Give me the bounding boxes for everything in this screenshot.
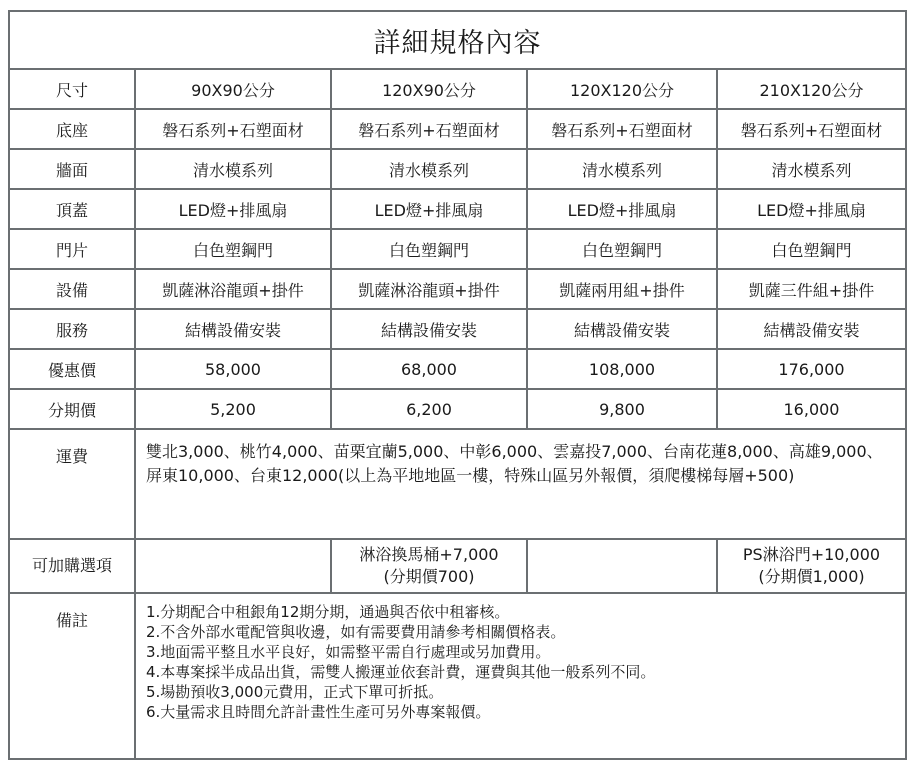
table-cell: 結構設備安裝 (527, 309, 717, 349)
table-row (9, 349, 906, 389)
row-label: 牆面 (9, 149, 135, 189)
table-cell: 58,000 (135, 349, 331, 389)
table-row (9, 189, 906, 229)
table-row (9, 389, 906, 429)
note-item: 3.地面需平整且水平良好，如需整平需自行處理或另加費用。 (146, 643, 551, 661)
spec-table (8, 10, 907, 760)
spec-table-container (8, 10, 907, 760)
table-cell: 凱薩兩用組+掛件 (527, 269, 717, 309)
table-row (9, 309, 906, 349)
note-item: 6.大量需求且時間允許計畫性生產可另外專案報價。 (146, 703, 491, 721)
row-label: 門片 (9, 229, 135, 269)
table-row (9, 109, 906, 149)
size-90x90: 90X90公分 (135, 69, 331, 109)
notes-label: 備註 (9, 593, 135, 759)
table-cell: 結構設備安裝 (717, 309, 906, 349)
table-cell: 清水模系列 (331, 149, 527, 189)
addon-door-price: PS淋浴門+10,000 (742, 545, 881, 564)
table-cell: 結構設備安裝 (135, 309, 331, 349)
addon-label: 可加購選項 (9, 539, 135, 593)
addon-toilet-price: 淋浴換馬桶+7,000 (359, 545, 499, 564)
table-cell: 68,000 (331, 349, 527, 389)
table-cell: 清水模系列 (717, 149, 906, 189)
table-cell: LED燈+排風扇 (135, 189, 331, 229)
table-cell: 16,000 (717, 389, 906, 429)
table-cell: 凱薩淋浴龍頭+掛件 (331, 269, 527, 309)
table-row (9, 229, 906, 269)
table-cell: 白色塑鋼門 (717, 229, 906, 269)
size-120x120: 120X120公分 (527, 69, 717, 109)
note-item: 2.不含外部水電配管與收邊，如有需要費用請參考相關價格表。 (146, 623, 566, 641)
table-row (9, 149, 906, 189)
table-cell: 清水模系列 (527, 149, 717, 189)
freight-text: 雙北3,000、桃竹4,000、苗栗宜蘭5,000、中彰6,000、雲嘉投7,000、台南花蓮8,000、高雄9,000、屏東10,000、台東12,000(以上為平地地區一樓，特殊山區另外報價，須爬樓梯每層+500) (135, 429, 906, 539)
note-item: 1.分期配合中租銀角12期分期，通過與否依中租審核。 (146, 603, 510, 621)
table-cell: 6,200 (331, 389, 527, 429)
note-item: 5.場勘預收3,000元費用，正式下單可折抵。 (146, 683, 444, 701)
row-label: 分期價 (9, 389, 135, 429)
size-120x90: 120X90公分 (331, 69, 527, 109)
table-cell: 磐石系列+石塑面材 (717, 109, 906, 149)
table-cell: 108,000 (527, 349, 717, 389)
addon-toilet-installment: (分期價700) (383, 567, 475, 586)
table-cell: LED燈+排風扇 (717, 189, 906, 229)
row-label: 底座 (9, 109, 135, 149)
table-cell: 磐石系列+石塑面材 (527, 109, 717, 149)
table-cell: 176,000 (717, 349, 906, 389)
freight-label: 運費 (9, 429, 135, 539)
table-cell: 白色塑鋼門 (527, 229, 717, 269)
addon-door-option (717, 539, 906, 593)
addon-door-installment: (分期價1,000) (758, 567, 865, 586)
freight-row (9, 429, 906, 539)
table-cell: 白色塑鋼門 (331, 229, 527, 269)
note-item: 4.本專案採半成品出貨，需雙人搬運並依套計費，運費與其他一般系列不同。 (146, 663, 656, 681)
addon-cell-empty (527, 539, 717, 593)
row-label: 優惠價 (9, 349, 135, 389)
addon-cell-empty (135, 539, 331, 593)
table-cell: 結構設備安裝 (331, 309, 527, 349)
table-cell: 磐石系列+石塑面材 (135, 109, 331, 149)
addon-toilet-option (331, 539, 527, 593)
addon-row (9, 539, 906, 593)
header-row (9, 69, 906, 109)
table-cell: 凱薩三件組+掛件 (717, 269, 906, 309)
table-row (9, 269, 906, 309)
row-label: 頂蓋 (9, 189, 135, 229)
table-cell: 9,800 (527, 389, 717, 429)
table-cell: 清水模系列 (135, 149, 331, 189)
table-title: 詳細規格內容 (9, 11, 906, 69)
table-cell: LED燈+排風扇 (331, 189, 527, 229)
notes-row (9, 593, 906, 759)
table-cell: 5,200 (135, 389, 331, 429)
size-label: 尺寸 (9, 69, 135, 109)
row-label: 服務 (9, 309, 135, 349)
table-cell: 白色塑鋼門 (135, 229, 331, 269)
table-cell: 凱薩淋浴龍頭+掛件 (135, 269, 331, 309)
row-label: 設備 (9, 269, 135, 309)
table-cell: 磐石系列+石塑面材 (331, 109, 527, 149)
size-210x120: 210X120公分 (717, 69, 906, 109)
notes-list (135, 593, 906, 759)
table-cell: LED燈+排風扇 (527, 189, 717, 229)
